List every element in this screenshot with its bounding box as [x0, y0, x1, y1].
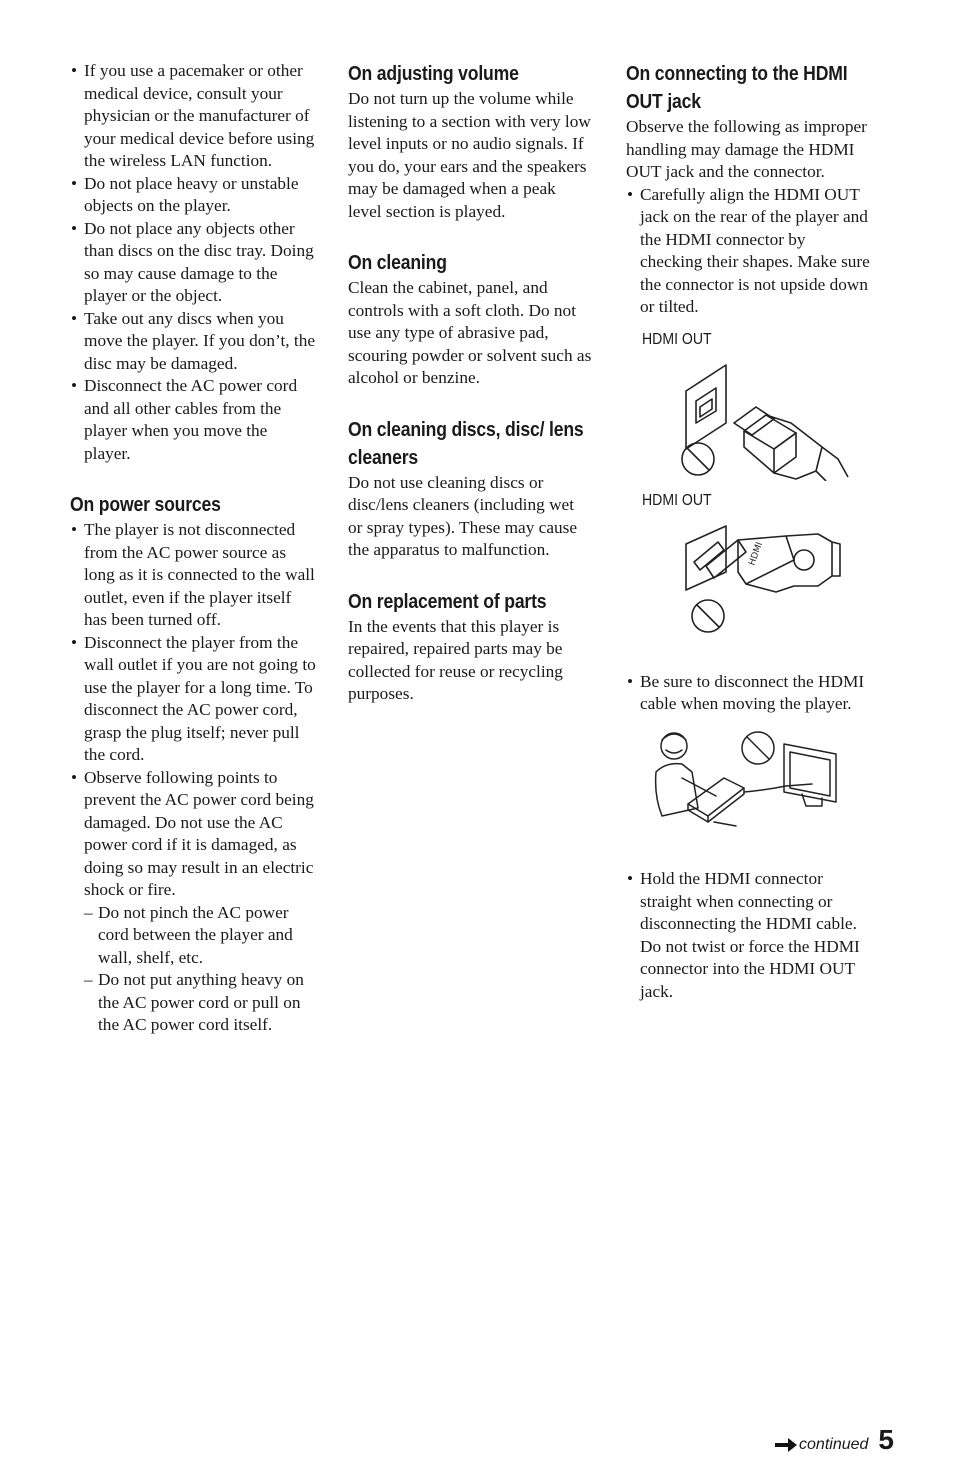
list-item: • Take out any discs when you move the player. If you don’t, the disc may be damaged.: [70, 308, 316, 376]
left-column: [70, 60, 316, 1037]
list-item: • Do not place any objects other than discs on the disc tray. Doing so may cause damage to the player or the object.: [70, 218, 316, 308]
section-heading-power-sources: On power sources: [70, 494, 221, 516]
paragraph-cleaning-discs: Do not use cleaning discs or disc/lens cleaners (including wet or spray types). These may cause the apparatus to malfunction.: [348, 472, 578, 559]
page-number: 5: [878, 1424, 894, 1455]
continued-label: continued: [799, 1436, 869, 1453]
section-heading-replacement-parts: On replacement of parts: [348, 590, 547, 613]
hdmi-upside-down-illustration: [626, 351, 866, 481]
hdmi-bullet-list-2: [626, 671, 872, 716]
hdmi-tilted-illustration: [626, 512, 866, 642]
continued-indicator: [775, 1436, 868, 1454]
power-dash-list: [84, 902, 316, 1037]
section-heading-hdmi-out: On connecting to the HDMI OUT jack: [626, 63, 848, 113]
paragraph-volume: Do not turn up the volume while listening to a section with very low level inputs or no audio signals. If you do, your ears and the speakers may be damaged when a peak level section is played.: [348, 89, 591, 221]
paragraph-cleaning: Clean the cabinet, panel, and controls with a soft cloth. Do not use any type of abrasive pad, scouring powder or solvent such as alcohol or benzine.: [348, 278, 592, 387]
arrow-right-icon: [775, 1438, 797, 1452]
hdmi-out-label: HDMI OUT: [642, 491, 712, 509]
hdmi-out-label: HDMI OUT: [642, 330, 712, 348]
hdmi-tilted-figure: [626, 490, 872, 649]
paragraph-hdmi-intro: Observe the following as improper handling may damage the HDMI OUT jack and the connector.: [626, 117, 867, 181]
list-item: • The player is not disconnected from the AC power source as long as it is connected to the wall outlet, even if the player itself has been turned off.: [70, 519, 316, 632]
list-item: [70, 767, 316, 902]
section-heading-adjusting-volume: On adjusting volume: [348, 63, 519, 85]
middle-column: [348, 60, 592, 706]
list-item-text: Observe following points to prevent the AC power cord being damaged. Do not use the AC power cord if it is damaged, as doing so may result in an electric shock or fire.: [84, 767, 314, 899]
list-item: • If you use a pacemaker or other medical device, consult your physician or the manufacturer of your medical device before using the wireless LAN function.: [70, 60, 316, 173]
list-item: • Be sure to disconnect the HDMI cable when moving the player.: [626, 671, 872, 716]
section-heading-cleaning: On cleaning: [348, 252, 447, 274]
page-footer: [775, 1426, 894, 1454]
power-bullet-list: [70, 519, 316, 902]
moving-player-figure: [626, 726, 872, 843]
list-item: • Disconnect the player from the wall outlet if you are not going to use the player for a long time. To disconnect the AC power cord, grasp the plug itself; never pull the cord.: [70, 632, 316, 767]
list-item: – Do not put anything heavy on the AC power cord or pull on the AC power cord itself.: [84, 969, 316, 1037]
right-column: [626, 60, 872, 1003]
safety-bullet-list: [70, 60, 316, 465]
list-item: • Disconnect the AC power cord and all other cables from the player when you move the player.: [70, 375, 316, 465]
list-item: • Do not place heavy or unstable objects on the player.: [70, 173, 316, 218]
hdmi-bullet-list-1: [626, 184, 872, 319]
svg-text:HDMI: HDMI: [747, 540, 766, 568]
hdmi-misaligned-figure: [626, 329, 872, 488]
list-item: – Do not pinch the AC power cord between the player and wall, shelf, etc.: [84, 902, 316, 970]
list-item: • Carefully align the HDMI OUT jack on the rear of the player and the HDMI connector by checking their shapes. Make sure the connector is not upside down or tilted.: [626, 184, 872, 319]
section-heading-cleaning-discs: On cleaning discs, disc/ lens cleaners: [348, 418, 584, 469]
hdmi-bullet-list-3: [626, 868, 872, 1003]
person-moving-player-illustration: [626, 726, 866, 836]
list-item: • Hold the HDMI connector straight when connecting or disconnecting the HDMI cable. Do not twist or force the HDMI connector into the HDMI OUT jack.: [626, 868, 872, 1003]
paragraph-replacement-parts: In the events that this player is repaired, repaired parts may be collected for reuse or recycling purposes.: [348, 616, 563, 703]
